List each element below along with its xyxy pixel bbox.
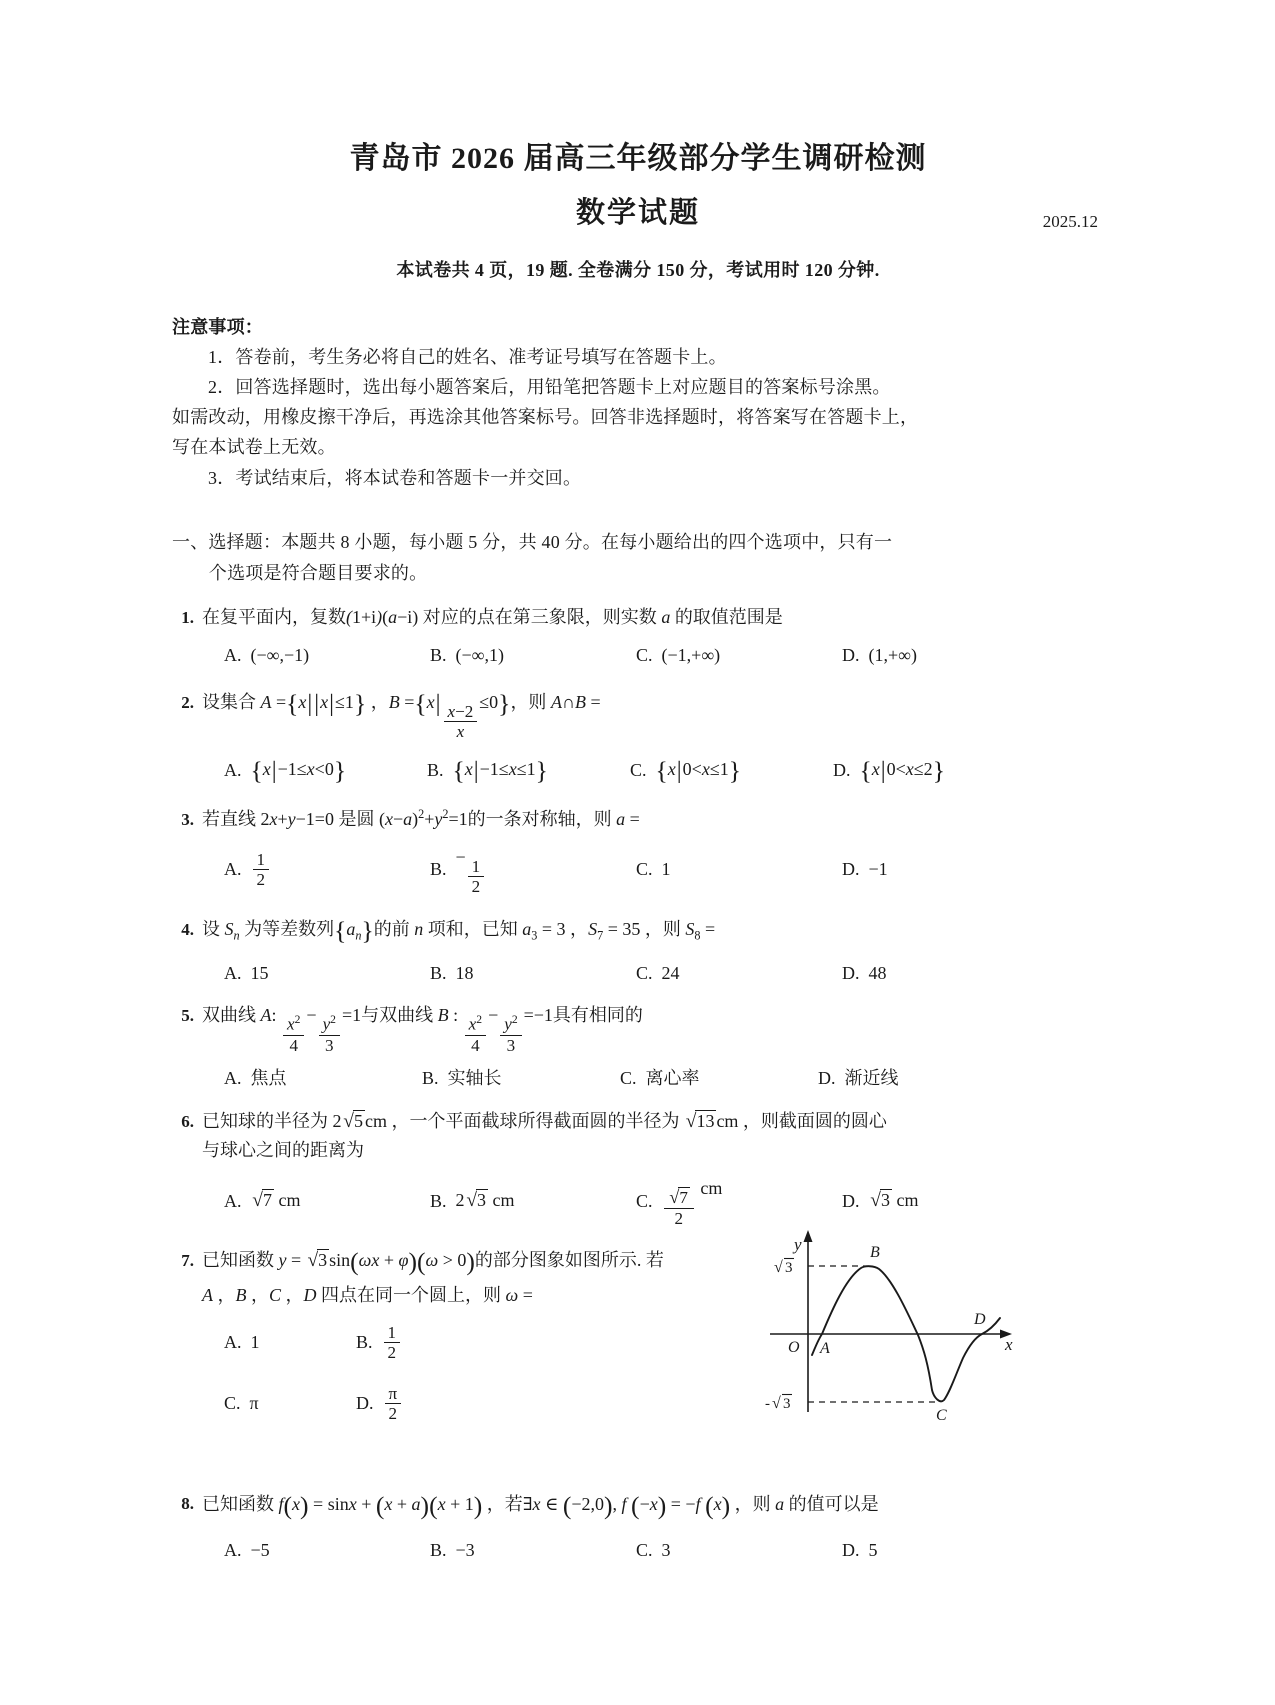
question-8 (172, 1486, 1104, 1566)
question-6-stem-line2: 与球心之间的距离为 (202, 1140, 364, 1161)
origin-label: O (788, 1339, 800, 1356)
option-a[interactable]: A. $\frac{1}{2}$ (224, 851, 430, 890)
svg-text:-: - (765, 1396, 770, 1412)
section-heading-line1: 一、选择题：本题共 8 小题，每小题 5 分，共 40 分。在每小题给出的四个选项中，只有一 (172, 531, 893, 552)
option-d[interactable]: D. 渐近线 (818, 1068, 899, 1088)
exam-meta: 本试卷共 4 页，19 题. 全卷满分 150 分，考试用时 120 分钟. (396, 259, 880, 280)
question-stem: 已知函数 y = √3 sin(ωx + φ)(ω > 0)的部分图象如图所示. 若 (202, 1247, 664, 1277)
y-tick-upper (774, 1259, 794, 1277)
option-d[interactable]: D. √3 cm (842, 1190, 919, 1212)
notice-item-1: 1．答卷前，考生务必将自己的姓名、准考证号填写在答题卡上。 (208, 346, 727, 367)
y-axis-arrow (804, 1230, 813, 1242)
option-b[interactable]: B. $\frac{1}{2}$ (356, 1324, 488, 1363)
option-b[interactable]: B. − $\frac{1}{2}$ (430, 844, 636, 897)
question-stem: 双曲线 A: $\frac{x^2}{4}$ − $\frac{y^2}{3}$ =1与双曲线 B : $\frac{x^2}{4}$ − $\frac{y^2}{3}$ =−1具有相同的 (202, 1005, 643, 1055)
option-b[interactable]: B. 18 (430, 963, 474, 984)
option-d[interactable]: D. −1 (842, 859, 888, 880)
question-number: 3. (181, 810, 194, 830)
x-axis-label: x (1005, 1335, 1013, 1354)
question-7-options-row1 (172, 1324, 772, 1363)
subtitle-row (172, 190, 1104, 234)
notice-item-2-cont-1: 如需改动，用橡皮擦干净后，再选涂其他答案标号。回答非选择题时，将答案写在答题卡上， (172, 407, 919, 428)
question-7-stem-line2: A ，B ，C ，D 四点在同一个圆上，则 ω = (202, 1284, 533, 1305)
option-b[interactable]: B. 实轴长 (422, 1068, 502, 1088)
question-number: 7. (181, 1251, 194, 1271)
question-stem: 已知函数 f(x) = sinx + (x + a)(x + 1) ，若∃x ∈ (−2,0), f (−x) = −f (x) ，则 a 的值可以是 (202, 1490, 879, 1520)
question-7-options-row2 (172, 1385, 772, 1424)
page-title: 青岛市 2026 届高三年级部分学生调研检测 (349, 142, 927, 175)
question-6-options (172, 1175, 1104, 1228)
y-tick-lower (765, 1395, 792, 1413)
notice-heading: 注意事项： (172, 316, 263, 337)
question-4 (172, 911, 1104, 989)
question-number: 4. (181, 919, 194, 939)
question-stem: 已知球的半径为 2√5 cm ，一个平面截球所得截面圆的半径为 √13 cm ，则截面圆的圆心 (202, 1110, 887, 1132)
question-1 (172, 604, 1104, 670)
document-date: 2025.12 (1042, 211, 1098, 231)
question-3 (172, 805, 1104, 897)
question-4-options (172, 960, 1104, 988)
question-6 (172, 1107, 1104, 1228)
point-b-label: B (870, 1244, 880, 1261)
option-d[interactable]: D. 48 (842, 963, 887, 984)
option-a[interactable]: A. √7 cm (224, 1190, 301, 1212)
option-d[interactable]: D. $\frac{\pi}{2}$ (356, 1385, 488, 1424)
option-b[interactable]: B. (−∞,1) (430, 644, 504, 665)
section-heading-line2: 个选项是符合题目要求的。 (208, 563, 428, 584)
option-c[interactable]: C. (−1,+∞) (636, 644, 721, 665)
option-a[interactable]: A. {x|−1≤x<0} (224, 756, 347, 786)
svg-text:√: √ (772, 1395, 781, 1412)
option-d[interactable]: D. (1,+∞) (842, 644, 917, 665)
option-c[interactable]: C. $\frac{√7}{2}$ cm (636, 1177, 723, 1228)
question-2 (172, 684, 1104, 791)
question-5-options (172, 1065, 1104, 1093)
question-number: 5. (181, 1006, 194, 1026)
subject-title: 数学试题 (575, 196, 700, 229)
question-number: 8. (181, 1494, 194, 1514)
option-b[interactable]: B. 2√3 cm (430, 1190, 515, 1212)
option-c[interactable]: C. 24 (636, 963, 680, 984)
y-axis-label: y (794, 1235, 802, 1254)
option-a[interactable]: A. 1 (224, 1332, 260, 1353)
notice-item-3: 3．考试结束后，将本试卷和答题卡一并交回。 (208, 467, 582, 488)
question-2-options (172, 751, 1104, 791)
question-3-options (172, 844, 1104, 897)
section-heading (172, 527, 1104, 590)
question-stem: 在复平面内，复数(1+i)(a−i) 对应的点在第三象限，则实数 a 的取值范围是 (202, 606, 783, 627)
option-b[interactable]: B. {x|−1≤x≤1} (427, 756, 548, 786)
option-c[interactable]: C. 1 (636, 859, 671, 880)
option-c[interactable]: C. 离心率 (620, 1068, 700, 1088)
option-a[interactable]: A. −5 (224, 1540, 270, 1561)
question-1-options (172, 642, 1104, 670)
option-b[interactable]: B. −3 (430, 1540, 475, 1561)
option-c[interactable]: C. 3 (636, 1540, 671, 1561)
option-d[interactable]: D. 5 (842, 1540, 878, 1561)
point-c-label: C (936, 1407, 947, 1424)
option-d[interactable]: D. {x|0<x≤2} (833, 756, 945, 786)
question-stem: 设集合 A ={x||x|≤1} ，B ={x| $\frac{x-2}{x}$ ≤0}，则 A∩B = (202, 688, 601, 741)
question-stem: 若直线 2x+y−1=0 是圆 $(x-a)^2+y^2=1$的一条对称轴，则 a = (202, 807, 640, 830)
notice-block (172, 312, 1104, 493)
question-stem: 设 $S_n$ 为等差数列$\{a_n\}$的前 n 项和，已知 $a_3 = 3$ ，$S_7 = 35$ ，则 $S_8$ = (202, 915, 716, 945)
question-8-options (172, 1537, 1104, 1565)
point-d-label: D (974, 1311, 986, 1328)
question-7-figure (760, 1222, 1020, 1427)
option-a[interactable]: A. 15 (224, 963, 269, 984)
question-5 (172, 1002, 1104, 1093)
option-c[interactable]: C. π (224, 1393, 259, 1414)
svg-text:3: 3 (783, 1396, 791, 1412)
point-a-label: A (820, 1340, 830, 1357)
option-a[interactable]: A. (−∞,−1) (224, 644, 310, 665)
question-number: 1. (181, 607, 194, 627)
svg-text:√: √ (774, 1259, 783, 1276)
option-c[interactable]: C. {x|0<x≤1} (630, 756, 741, 786)
svg-text:3: 3 (785, 1260, 793, 1276)
notice-item-2: 2．回答选择题时，选出每小题答案后，用铅笔把答题卡上对应题目的答案标号涂黑。 (208, 376, 891, 397)
notice-item-2-cont-2: 写在本试卷上无效。 (172, 437, 336, 458)
question-number: 2. (181, 692, 194, 712)
option-a[interactable]: A. 焦点 (224, 1068, 287, 1088)
question-number: 6. (181, 1111, 194, 1131)
